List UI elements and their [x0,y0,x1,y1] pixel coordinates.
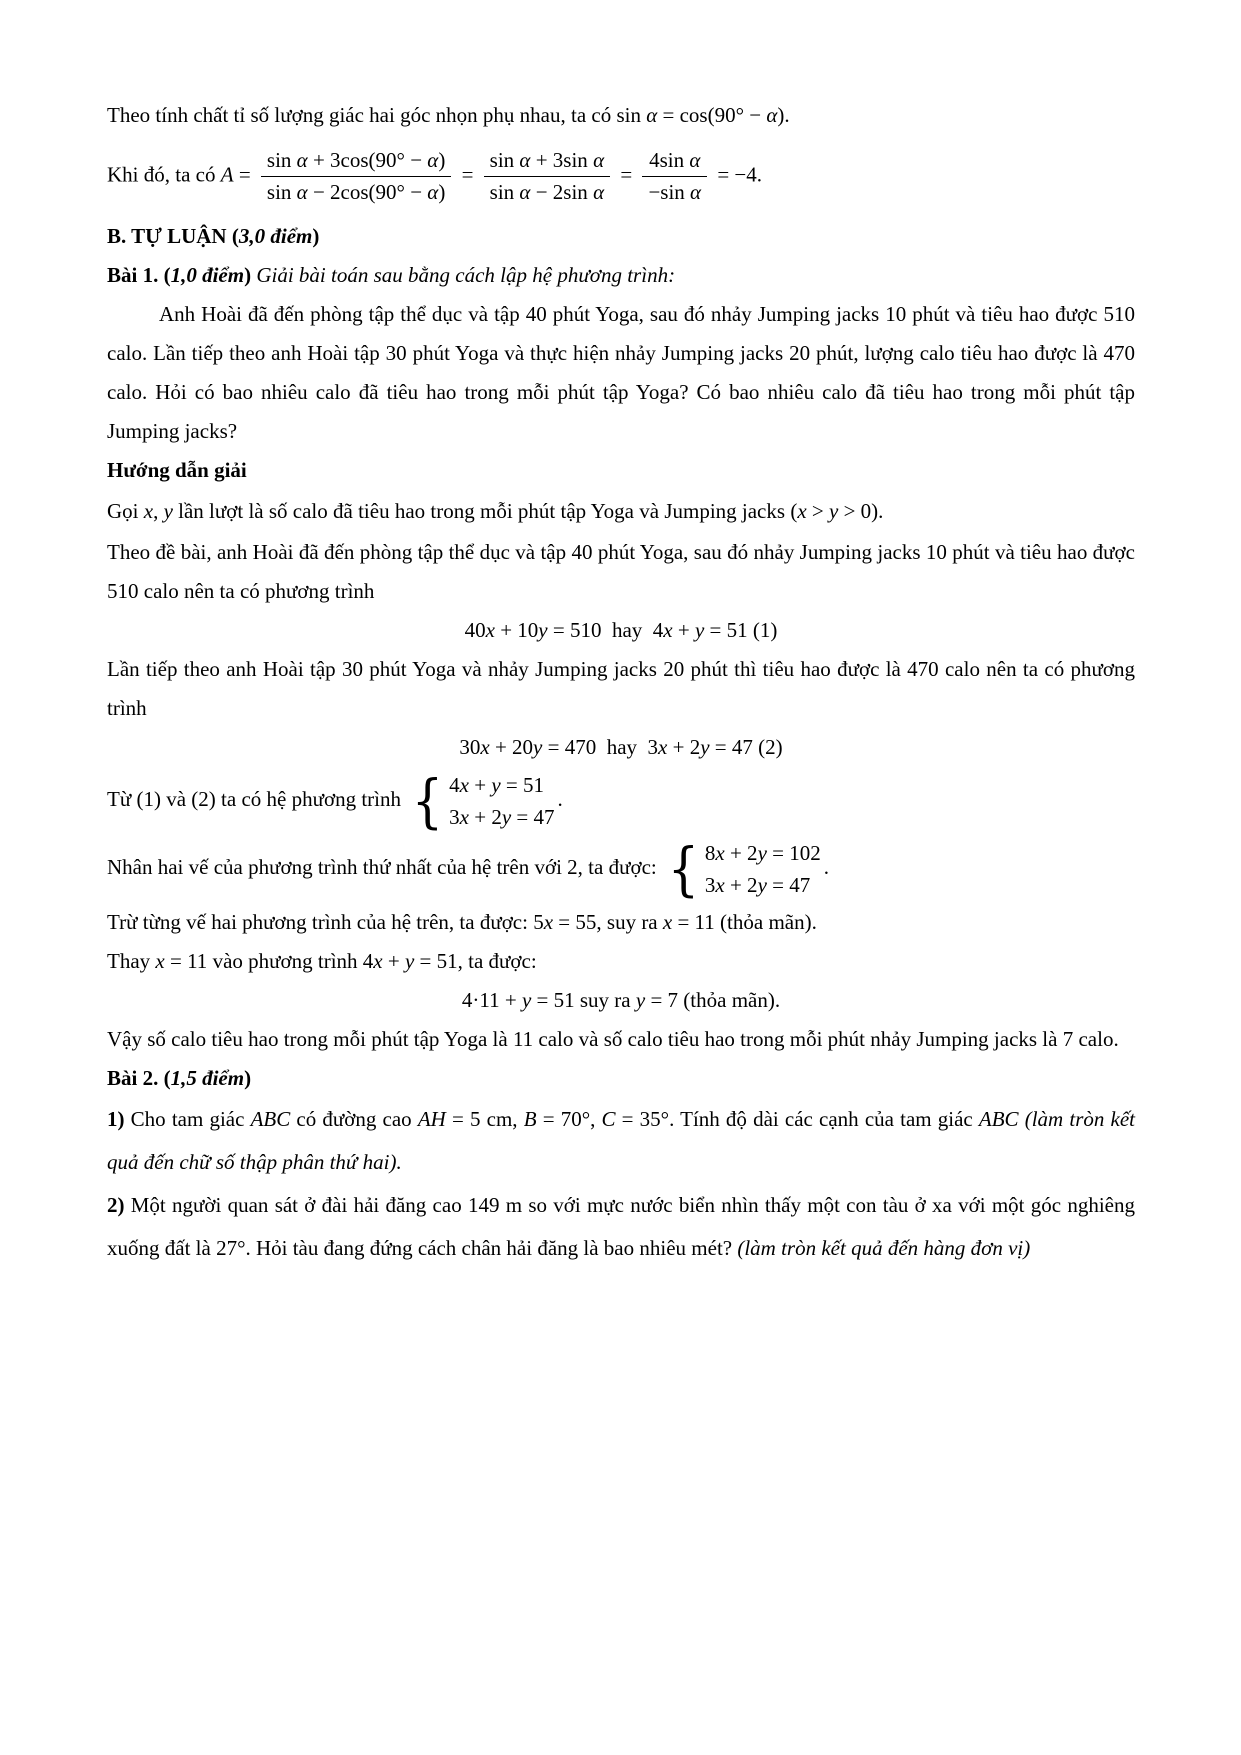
text-run: Cho tam giác [124,1106,251,1131]
text-run: (x > y > 0) [790,498,879,523]
text-run: Trừ từng vế hai phương trình của hệ trên, ta được: [107,909,534,934]
problem-2-heading [107,1059,1135,1098]
equation-3 [107,981,1135,1020]
left-brace-icon: { [667,834,700,903]
text-run: hay [596,734,648,759]
text-run: 4x + y = 51 [362,948,458,973]
text-run: 40x + 10y = 510 [464,617,602,642]
problem-2-part-1 [107,1098,1135,1184]
text-run: Nhân hai vế của phương trình thứ nhất của hệ trên với 2, ta được: [107,854,662,879]
problem-1-statement [107,295,1135,451]
text-run: 3,0 điểm [238,223,313,248]
solution-variable-definition [107,490,1135,533]
system-equation-line: 3x + 2y = 47 [449,804,555,829]
text-run: Hướng dẫn giải [107,457,247,482]
text-run: . Tính độ dài các cạnh của tam giác [669,1106,979,1131]
text-run: x, y [143,498,173,523]
text-run: AH = 5 [417,1106,481,1131]
text-run: sin α = cos(90° − α) [616,103,785,127]
text-run: . [784,103,790,127]
text-run: ta có hệ phương trình [215,786,407,811]
text-run: Vậy số calo tiêu hao trong mỗi phút tập Yoga là 11 calo và số calo tiêu hao trong mỗi phút nhảy Jumping jacks là 7 calo. [107,1026,1119,1051]
solution-equation1-setup [107,533,1135,611]
text-run: 30x + 20y = 470 [459,734,597,759]
system-equation-line: 3x + 2y = 47 [704,872,811,897]
text-run: 4x + y = 51 (1) [652,617,778,642]
text-run: B = 70°, C = 35° [523,1106,670,1131]
text-run: suy ra [574,987,636,1012]
text-run: A = [220,162,256,187]
fraction: $\frac{\text{sin α + 3sin α}}{\text{sin α − 2sin α}}$ [484,147,610,207]
text-run: Theo tính chất tỉ số lượng giác hai góc nhọn phụ nhau, ta có [107,103,617,127]
solution-equation2-setup [107,650,1135,728]
conclusion [107,1020,1135,1059]
text-run: y = 7 [635,987,679,1012]
equation-1 [107,611,1135,650]
text-run: Từ [107,786,137,811]
text-run: 1) [107,1106,125,1131]
fraction: $\frac{\text{4sin α}}{\text{−sin α}}$ [642,147,707,207]
equation-system [409,766,555,835]
text-run: cm, [480,1106,524,1131]
formula-A-evaluation [107,145,1135,209]
equation-2 [107,728,1135,767]
text-run: 149 [467,1192,500,1217]
text-run: Theo đề bài, anh Hoài đã đến phòng tập thể dục và tập 40 phút Yoga, sau đó nhảy Jumping jacks 10 phút và tiêu hao được 510 calo nên ta có phương trình [107,539,1135,603]
text-run: , suy ra [596,909,663,934]
text-run: Bài 2. ( [107,1065,171,1090]
section-heading-tu-luan [107,217,1135,256]
text-run: = [456,162,479,187]
text-run: = −4. [712,162,763,187]
text-run: Anh Hoài đã đến phòng tập thể dục và tập 40 phút Yoga, sau đó nhảy Jumping jacks 10 phút và tiêu hao được 510 calo. Lần tiếp theo anh Hoài tập 30 phút Yoga và thực hiện nhảy Jumping jacks 20 phút, lượng calo tiêu hao được là 470 calo. Hỏi có bao nhiêu calo đã tiêu hao trong mỗi phút tập Yoga? Có bao nhiêu calo đã tiêu hao trong mỗi phút tập Jumping jacks? [107,301,1135,443]
text-run: . [878,498,884,523]
text-run: x = 11 [155,948,208,973]
text-run: lần lượt là số calo đã tiêu hao trong mỗi phút tập Yoga và Jumping jacks [172,498,791,523]
text-run: vào phương trình [207,948,363,973]
text-run: Thay [107,948,156,973]
text-run: 2) [107,1192,125,1217]
text-run: 5x = 55 [533,909,597,934]
system-from-1-2 [107,767,1135,835]
equation-system [665,834,821,903]
text-run: . Hỏi tàu đang đứng cách chân hải đăng là bao nhiêu mét? [245,1235,738,1260]
text-run: x = 11 [662,909,715,934]
solution-heading [107,451,1135,490]
text-run: hay [601,617,653,642]
text-run: 1,0 điểm [170,262,245,287]
text-run: Bài 1. ( [107,262,171,287]
trig-identity-note [107,96,1135,135]
text-run: ) [312,223,320,248]
text-run: B. TỰ LUẬN ( [107,223,239,248]
text-run: 3x + 2y = 47 (2) [647,734,783,759]
text-run: Khi đó, ta có [107,162,221,187]
text-run: Giải bài toán sau bằng cách lập hệ phương trình: [256,262,676,287]
text-run: , ta được: [457,948,537,973]
text-run: (thỏa mãn). [714,909,817,934]
text-run: ) [244,1065,252,1090]
text-run: Một người quan sát ở đài hải đăng cao [124,1192,468,1217]
text-run: có đường cao [290,1106,418,1131]
problem-2-part-2 [107,1184,1135,1270]
text-run: (1) [136,786,161,811]
left-brace-icon: { [412,766,444,835]
problem-1-heading [107,256,1135,295]
text-run: và [160,786,192,811]
text-run: . [557,786,563,811]
subtract-step [107,903,1135,942]
text-run: (làm tròn kết quả đến hàng đơn vị) [737,1235,1031,1260]
text-run: 1,5 điểm [170,1065,245,1090]
text-run: ) [244,262,257,287]
text-run: ABC [978,1106,1019,1131]
text-run: (2) [191,786,216,811]
system-equation-line: 4x + y = 51 [449,772,544,797]
text-run: Lần tiếp theo anh Hoài tập 30 phút Yoga và nhảy Jumping jacks 20 phút thì tiêu hao được là 470 calo nên ta có phương trình [107,656,1135,720]
substitute-step [107,942,1135,981]
fraction: $\frac{\text{sin α + 3cos(90° − α)}}{\text{sin α − 2cos(90° − α)}}$ [261,147,451,207]
text-run: = [615,162,638,187]
text-run: m so với mực nước biển nhìn thấy một con tàu ở xa với một góc nghiêng xuống đất là [107,1192,1135,1260]
system-multiplied [107,835,1135,903]
text-run: 27° [216,1235,246,1260]
text-run: (thỏa mãn). [678,987,781,1012]
text-run: 4·11 + y = 51 [461,987,575,1012]
text-run: ABC [250,1106,291,1131]
text-run: (làm tròn kết quả đến chữ số thập phân thứ hai). [107,1106,1136,1174]
text-run: Gọi [107,498,144,523]
text-run: . [823,854,829,879]
system-equation-line: 8x + 2y = 102 [704,840,821,865]
